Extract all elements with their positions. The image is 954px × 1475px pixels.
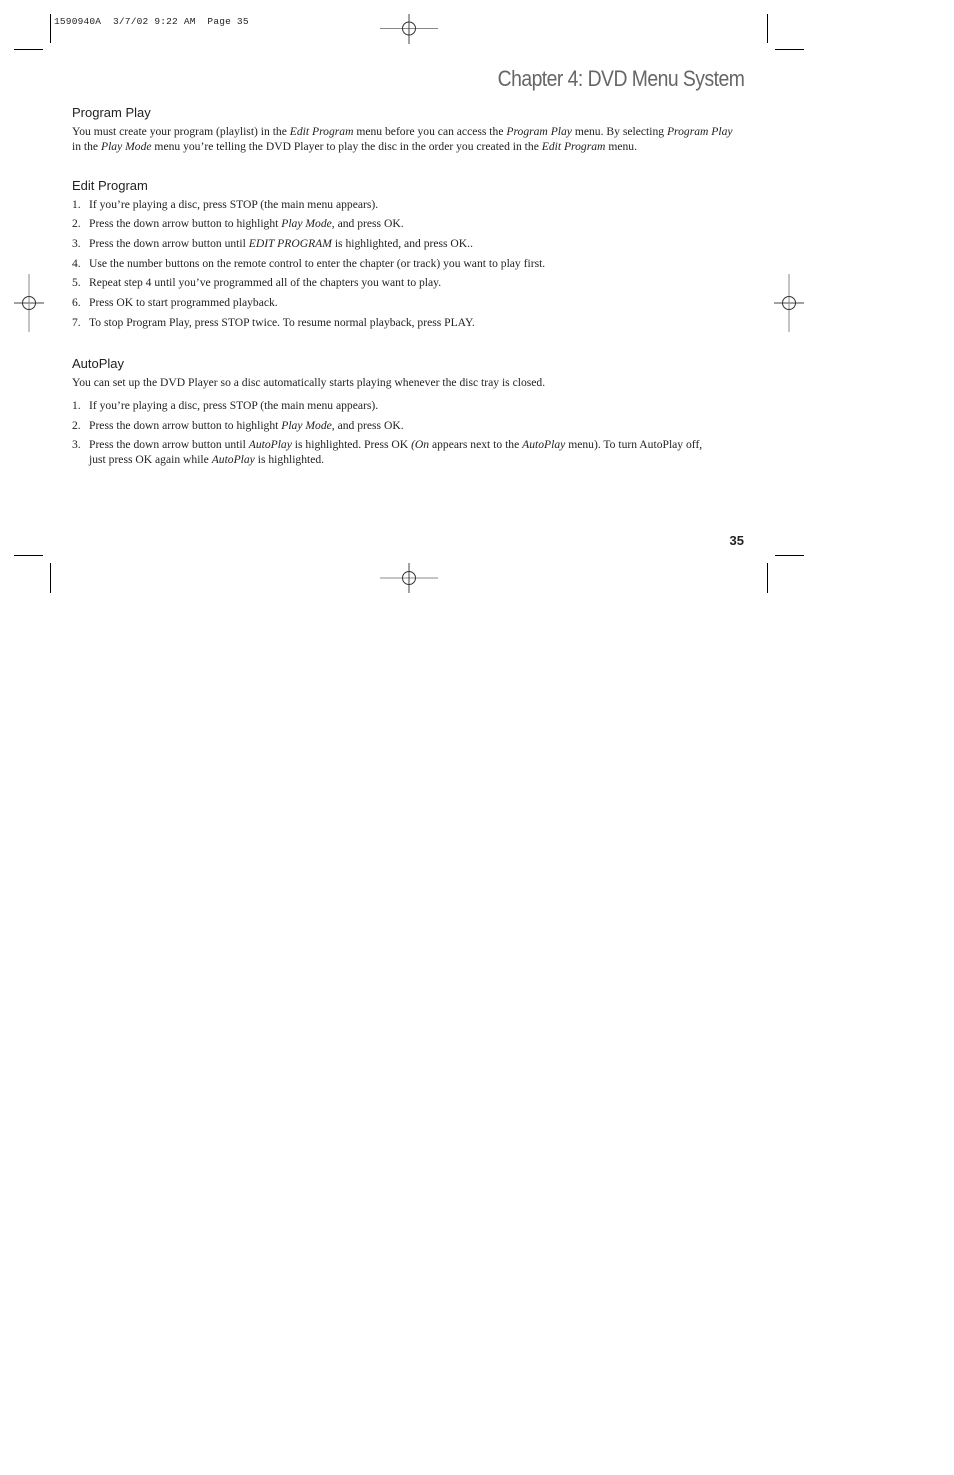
registration-mark-top-icon bbox=[380, 14, 438, 44]
autoplay-step-2: 2. Press the down arrow button to highlight Play Mode, and press OK. bbox=[72, 419, 404, 432]
autoplay-intro: You can set up the DVD Player so a disc automatically starts playing whenever the disc tray is closed. bbox=[72, 376, 546, 389]
autoplay-step-1: 1. If you’re playing a disc, press STOP (the main menu appears). bbox=[72, 399, 379, 412]
edit-program-step-1: 1. If you’re playing a disc, press STOP (the main menu appears). bbox=[72, 198, 379, 211]
autoplay-heading: AutoPlay bbox=[72, 356, 125, 371]
page-number: 35 bbox=[729, 533, 744, 548]
edit-program-step-2: 2. Press the down arrow button to highlight Play Mode, and press OK. bbox=[72, 217, 404, 230]
program-play-paragraph: You must create your program (playlist) in the Edit Program menu before you can access the Program Play menu. By selecting Program Play in the Play Mode menu you’re telling the DVD Player to play the disc in the order you created in the Edit Program menu. bbox=[72, 125, 733, 153]
autoplay-step-3: 3. Press the down arrow button until AutoPlay is highlighted. Press OK (On appears next to the AutoPlay menu). To turn AutoPlay off, just press OK again while AutoPlay is highlighted. bbox=[72, 438, 703, 466]
edit-program-heading: Edit Program bbox=[72, 178, 148, 193]
print-slug: 1590940A 3/7/02 9:22 AM Page 35 bbox=[54, 16, 249, 27]
edit-program-step-3: 3. Press the down arrow button until EDIT PROGRAM is highlighted, and press OK.. bbox=[72, 237, 473, 250]
crop-mark-top-left-h bbox=[14, 49, 43, 50]
crop-mark-bottom-right-h bbox=[775, 555, 804, 556]
edit-program-step-5: 5. Repeat step 4 until you’ve programmed all of the chapters you want to play. bbox=[72, 276, 442, 289]
program-play-heading: Program Play bbox=[72, 105, 151, 120]
edit-program-step-6: 6. Press OK to start programmed playback. bbox=[72, 296, 278, 309]
registration-mark-right-icon bbox=[774, 274, 804, 332]
registration-mark-bottom-icon bbox=[380, 563, 438, 593]
crop-mark-bottom-left-v bbox=[50, 563, 51, 593]
registration-mark-left-icon bbox=[14, 274, 44, 332]
edit-program-step-4: 4. Use the number buttons on the remote control to enter the chapter (or track) you want to play first. bbox=[72, 257, 546, 270]
crop-mark-top-right-h bbox=[775, 49, 804, 50]
chapter-title: Chapter 4: DVD Menu System bbox=[497, 66, 744, 91]
crop-mark-bottom-left-h bbox=[14, 555, 43, 556]
crop-mark-bottom-right-v bbox=[767, 563, 768, 593]
crop-mark-top-left-v bbox=[50, 14, 51, 43]
crop-mark-top-right-v bbox=[767, 14, 768, 43]
edit-program-step-7: 7. To stop Program Play, press STOP twice. To resume normal playback, press PLAY. bbox=[72, 316, 475, 329]
